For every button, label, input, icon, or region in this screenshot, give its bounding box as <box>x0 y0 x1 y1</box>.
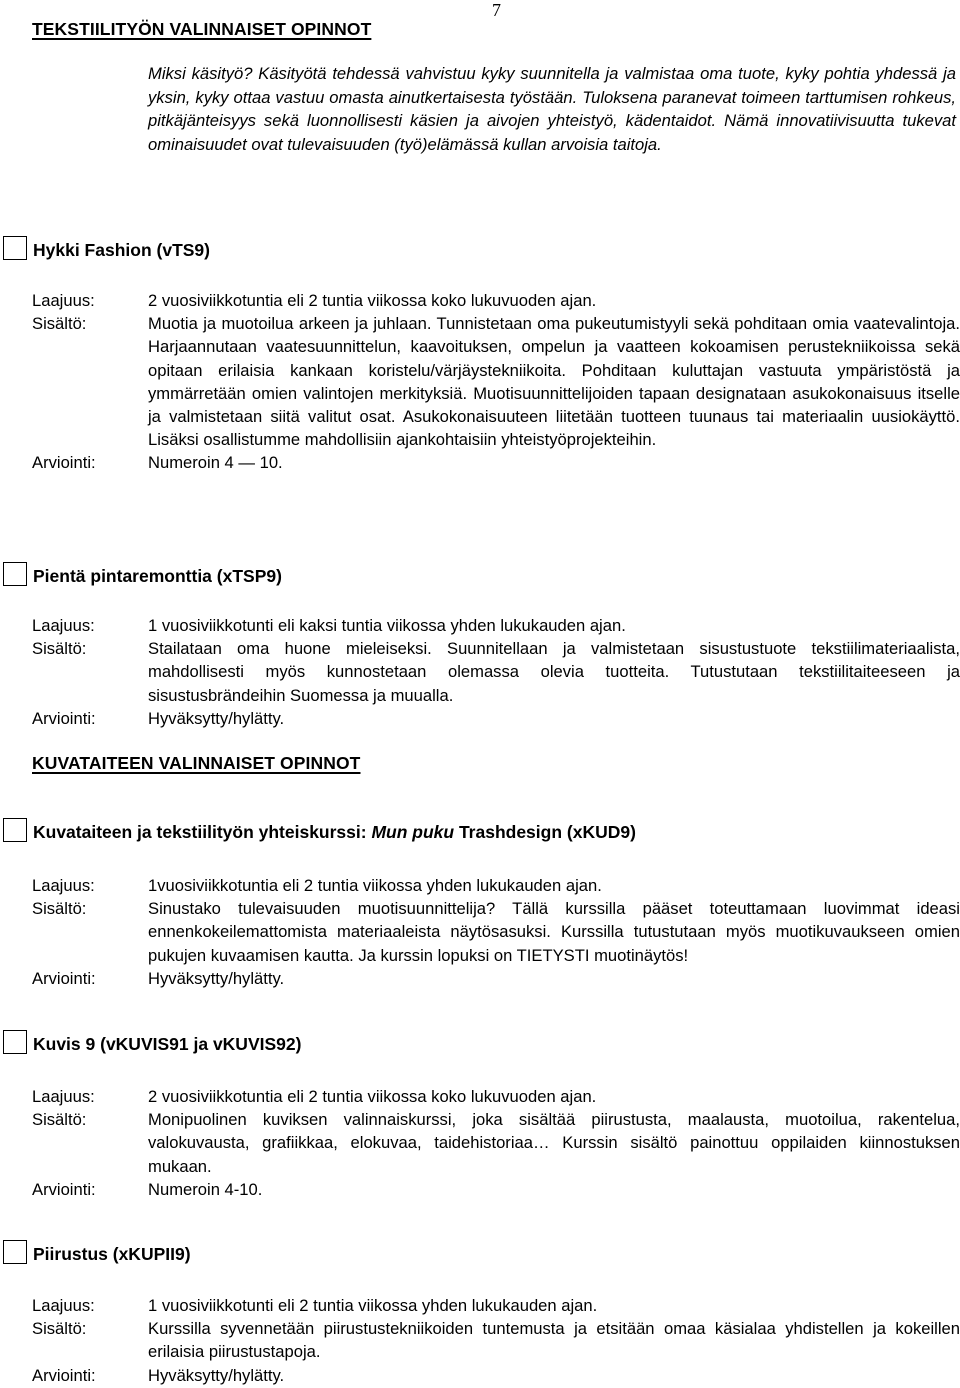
content-label: Sisältö: <box>32 899 87 919</box>
course-details-kuvis-9 <box>32 1085 960 1201</box>
scope-value: 2 vuosiviikkotuntia eli 2 tuntia viikossa koko lukuvuoden ajan. <box>148 291 597 310</box>
course-title-piirustus <box>0 1240 191 1264</box>
scope-label: Laajuus: <box>32 1087 95 1106</box>
checkbox-piirustus[interactable] <box>3 1240 27 1264</box>
content-label: Sisältö: <box>32 314 87 334</box>
course-title-prefix: Kuvataiteen ja tekstiilityön yhteiskurssi: <box>33 822 372 842</box>
course-title-text: Piirustus (xKUPII9) <box>33 1244 191 1264</box>
assessment-label: Arviointi: <box>32 968 96 988</box>
course-title-text: Kuvis 9 (vKUVIS91 ja vKUVIS92) <box>33 1034 302 1054</box>
content-value: Muotia ja muotoilua arkeen ja juhlaan. Tunnistetaan oma pukeutumistyyli sekä pohditaan omia vaatevalintoja. Harjaannutaan vaatesuunnittelun, kaavoituksen, ompelun ja vaatteen kokoamisen perustekniikoissa sekä opitaan erilaisia kankaan koristelu/värjäystekniikoita. Pohditaan kuluttajan vastuuta ympäristöstä ja ymmärretään omien valintojen merkityksiä. Muotisuunnittelijoiden tapaan designataan asukokonaisuus itselle ja valmistetaan siitä valitut osat. Asukokonaisuuteen liitetään tuotteen tuunaus tai materiaalin uusiokäyttö. Lisäksi osallistumme mahdollisiin ajankohtaisiin yhteistyöprojekteihin. <box>148 314 960 450</box>
page-number: 7 <box>492 0 501 20</box>
course-details-pienta-pintaremonttia <box>32 614 960 730</box>
assessment-label: Arviointi: <box>32 1365 96 1385</box>
assessment-value: Hyväksytty/hylätty. <box>148 708 285 728</box>
course-title-text <box>33 822 636 842</box>
course-title-hykki-fashion <box>0 236 210 260</box>
section-heading-textiles: TEKSTIILITYÖN VALINNAISET OPINNOT <box>32 19 372 39</box>
course-details-hykki-fashion <box>32 289 960 475</box>
course-title-kuvis-9 <box>0 1030 301 1054</box>
checkbox-pienta-pintaremonttia[interactable] <box>3 562 27 586</box>
checkbox-hykki-fashion[interactable] <box>3 236 27 260</box>
content-value: Sinustako tulevaisuuden muotisuunnittelija? Tällä kurssilla pääset toteuttamaan luovimmat ideasi ennenkokeilemattomista materiaaleista näytösasuksi. Kurssilla tutustutaan myös muotikuvaukseen omien pukujen kuvaamisen kautta. Ja kurssin lopuksi on TIETYSTI muotinäytös! <box>148 899 960 965</box>
content-label: Sisältö: <box>32 639 87 659</box>
assessment-value: Numeroin 4-10. <box>148 1179 263 1199</box>
assessment-label: Arviointi: <box>32 453 96 473</box>
assessment-label: Arviointi: <box>32 1179 96 1199</box>
course-title-suffix: Trashdesign (xKUD9) <box>454 822 636 842</box>
scope-label: Laajuus: <box>32 1296 95 1315</box>
section-heading-visual-arts: KUVATAITEEN VALINNAISET OPINNOT <box>32 753 361 773</box>
assessment-value: Hyväksytty/hylätty. <box>148 968 285 988</box>
course-details-piirustus <box>32 1294 960 1387</box>
content-label: Sisältö: <box>32 1110 87 1130</box>
scope-label: Laajuus: <box>32 291 95 310</box>
assessment-label: Arviointi: <box>32 708 96 728</box>
course-title-text: Hykki Fashion (vTS9) <box>33 240 210 260</box>
course-title-pienta-pintaremonttia <box>0 562 282 586</box>
scope-label: Laajuus: <box>32 616 95 635</box>
course-title-text: Pientä pintaremonttia (xTSP9) <box>33 566 282 586</box>
scope-value: 2 vuosiviikkotuntia eli 2 tuntia viikossa koko lukuvuoden ajan. <box>148 1087 597 1106</box>
scope-value: 1 vuosiviikkotunti eli 2 tuntia viikossa yhden lukukauden ajan. <box>148 1296 598 1315</box>
scope-label: Laajuus: <box>32 876 95 895</box>
scope-value: 1vuosiviikkotuntia eli 2 tuntia viikossa yhden lukukauden ajan. <box>148 876 602 895</box>
scope-value: 1 vuosiviikkotunti eli kaksi tuntia viikossa yhden lukukauden ajan. <box>148 616 626 635</box>
course-details-mun-puku <box>32 874 960 990</box>
content-value: Monipuolinen kuviksen valinnaiskurssi, joka sisältää piirustusta, maalausta, muotoilua, rakentelua, valokuvausta, grafiikkaa, elokuvaa, taidehistoriaa… Kurssin sisältö painottuu oppilaiden kiinnostuksen mukaan. <box>148 1110 960 1176</box>
content-value: Kurssilla syvennetään piirustustekniikoiden tuntemusta ja etsitään omaa käsialaa yhdistellen ja kokeillen erilaisia piirustustapoja. <box>148 1319 960 1362</box>
checkbox-mun-puku[interactable] <box>3 818 27 842</box>
intro-paragraph: Miksi käsityö? Käsityötä tehdessä vahvistuu kyky suunnitella ja valmistaa oma tuote, kyky pohtia yhdessä ja yksin, kyky ottaa vastuu omasta ainutkertaisesta työstään. Tuloksena paranevat toimeen tarttumisen rohkeus, pitkäjänteisyys sekä luonnollisesti käsien ja aivojen yhteistyö, kädentaidot. Nämä innovatiivisuutta tukevat ominaisuudet ovat tulevaisuuden (työ)elämässä kullan arvoisia taitoja. <box>148 64 956 154</box>
content-label: Sisältö: <box>32 1319 87 1339</box>
course-title-mun-puku <box>0 818 636 842</box>
checkbox-kuvis-9[interactable] <box>3 1030 27 1054</box>
course-title-italic: Mun puku <box>371 822 455 842</box>
assessment-value: Numeroin 4 — 10. <box>148 453 283 473</box>
content-value: Stailataan oma huone mieleiseksi. Suunnitellaan ja valmistetaan sisustustuote tekstiilimateriaalista, mahdollisesti myös kunnostetaan olemassa olevia tuotteita. Tutustutaan tekstiilitaiteeseen ja sisustusbrändeihin Suomessa ja muualla. <box>148 639 960 705</box>
assessment-value: Hyväksytty/hylätty. <box>148 1365 285 1385</box>
